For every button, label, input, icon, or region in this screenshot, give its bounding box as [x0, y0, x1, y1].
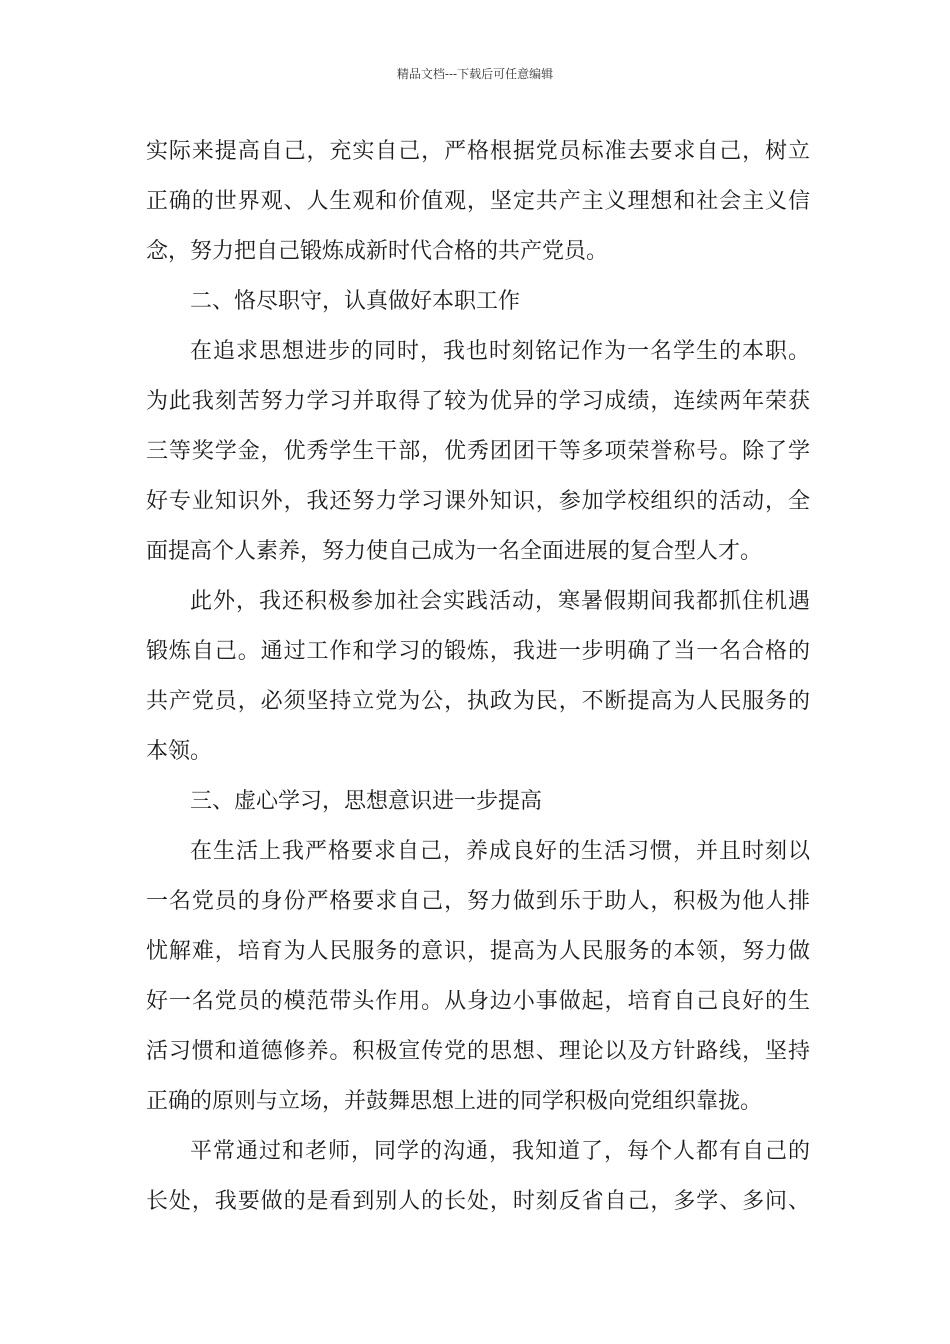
body-line: 在追求思想进步的同时，我也时刻铭记作为一名学生的本职。 [190, 339, 810, 364]
body-line: 三等奖学金，优秀学生干部，优秀团团干等多项荣誉称号。除了学 [146, 439, 810, 464]
page-header: 精品文档---下载后可任意编辑 [396, 67, 554, 81]
body-line: 共产党员，必须坚持立党为公，执政为民，不断提高为人民服务的 [146, 689, 810, 714]
body-line: 好专业知识外，我还努力学习课外知识，参加学校组织的活动，全 [146, 489, 810, 514]
body-line: 面提高个人素养，努力使自己成为一名全面进展的复合型人才。 [146, 539, 763, 564]
body-line: 正确的世界观、人生观和价值观，坚定共产主义理想和社会主义信 [146, 189, 810, 214]
body-line: 锻炼自己。通过工作和学习的锻炼，我进一步明确了当一名合格的 [146, 639, 810, 664]
body-line: 本领。 [146, 739, 213, 764]
body-line: 此外，我还积极参加社会实践活动，寒暑假期间我都抓住机遇 [190, 589, 810, 614]
section-heading: 三、虚心学习，思想意识进一步提高 [190, 789, 543, 814]
body-line: 实际来提高自己，充实自己，严格根据党员标准去要求自己，树立 [146, 139, 810, 164]
body-line: 好一名党员的模范带头作用。从身边小事做起，培育自己良好的生 [146, 989, 810, 1014]
body-line: 念，努力把自己锻炼成新时代合格的共产党员。 [146, 239, 609, 264]
body-line: 为此我刻苦努力学习并取得了较为优异的学习成绩，连续两年荣获 [146, 389, 810, 414]
body-line: 一名党员的身份严格要求自己，努力做到乐于助人，积极为他人排 [146, 889, 810, 914]
body-line: 忧解难，培育为人民服务的意识，提高为人民服务的本领，努力做 [146, 939, 810, 964]
body-line: 平常通过和老师，同学的沟通，我知道了，每个人都有自己的 [190, 1139, 810, 1164]
section-heading: 二、恪尽职守，认真做好本职工作 [190, 289, 521, 314]
document-body [146, 127, 810, 1227]
body-line: 活习惯和道德修养。积极宣传党的思想、理论以及方针路线，坚持 [146, 1039, 810, 1064]
body-line: 正确的原则与立场，并鼓舞思想上进的同学积极向党组织靠拢。 [146, 1089, 763, 1114]
body-line: 在生活上我严格要求自己，养成良好的生活习惯，并且时刻以 [190, 839, 810, 864]
body-line: 长处，我要做的是看到别人的长处，时刻反省自己，多学、多问、 [146, 1189, 810, 1214]
